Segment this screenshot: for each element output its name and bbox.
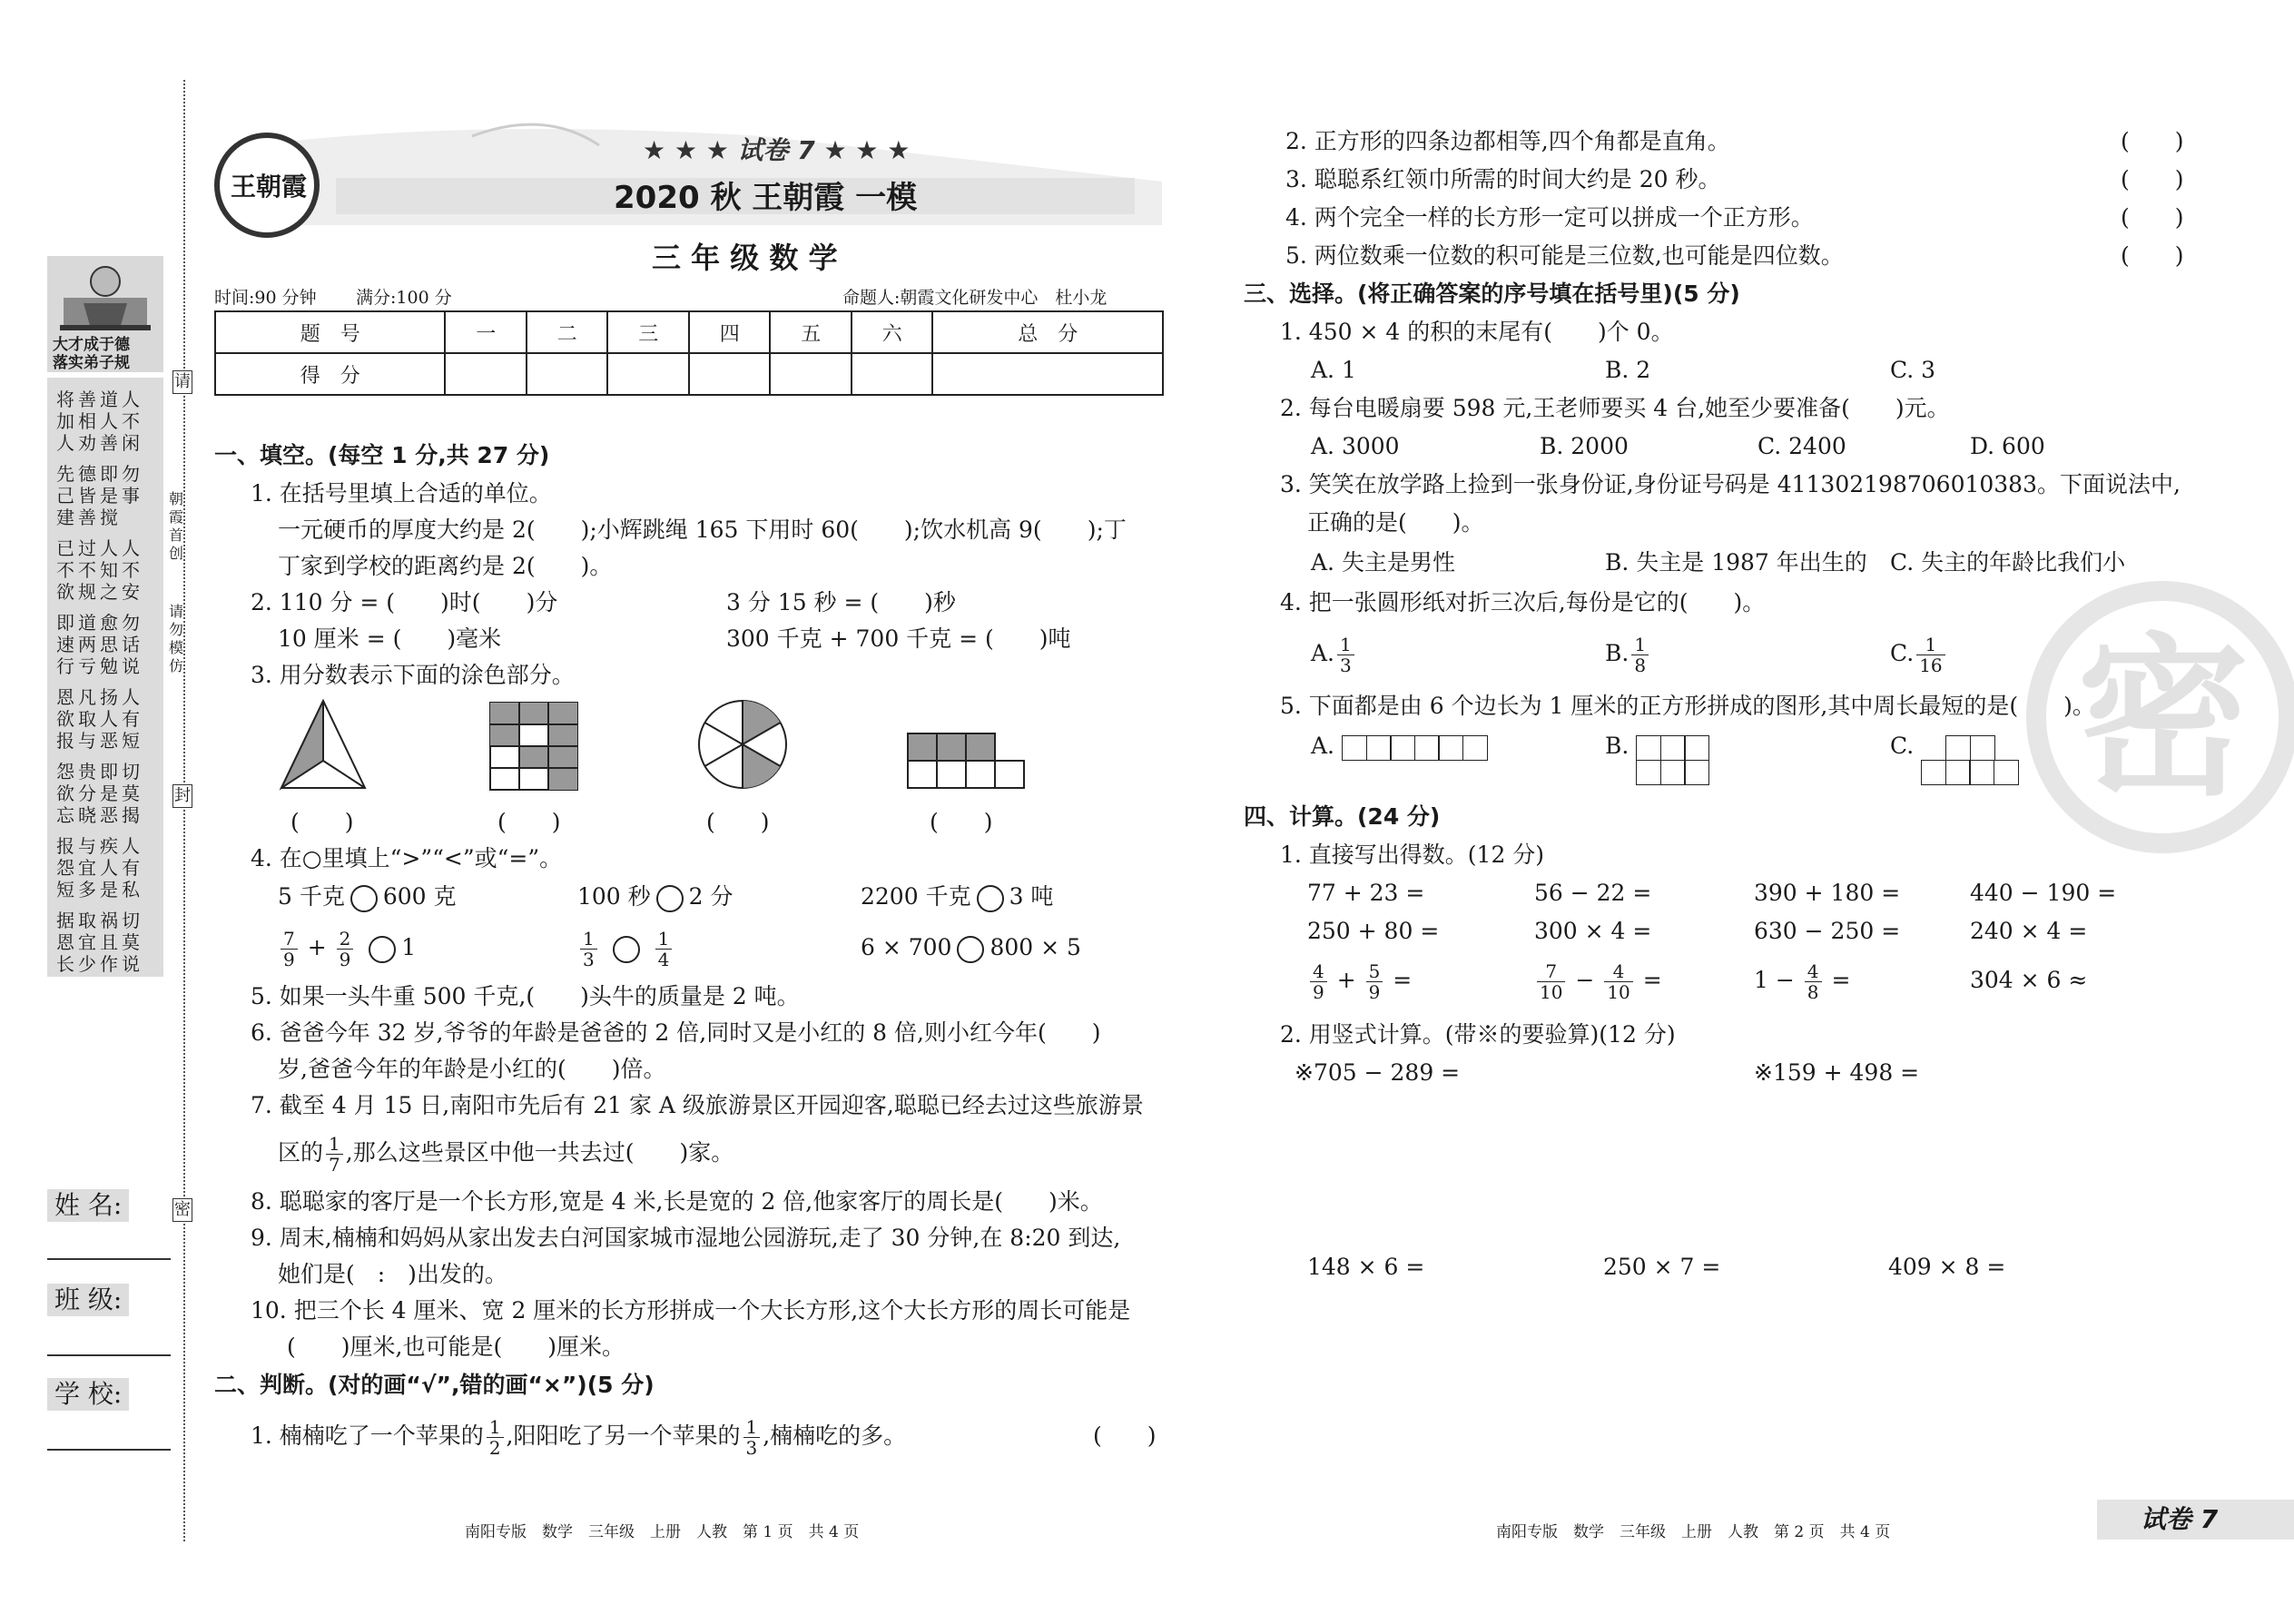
q3-answer-3[interactable]: ( ) [706, 809, 770, 835]
denominator: 9 [1313, 981, 1324, 1003]
shaded-bars-figure [906, 732, 1026, 790]
score-cell-1: 一 [445, 311, 527, 353]
numerator: 1 [1631, 635, 1649, 655]
score-cell-2: 二 [527, 311, 608, 353]
choice-1-a: A. 1 [1311, 357, 1356, 383]
choice-4-c [1890, 628, 1948, 679]
denominator: 9 [1368, 981, 1381, 1003]
choice-2-d: D. 600 [1970, 433, 2045, 459]
fraction [1604, 961, 1632, 1002]
choice-2: 2. 每台电暖扇要 598 元,王老师要买 4 台,她至少要准备( )元。 [1280, 395, 1950, 421]
shape-c-step [1921, 735, 2039, 785]
calc-r1-4: 440 − 190 = [1970, 880, 2117, 906]
q2-line-a: 2. 110 分 = ( )时( )分 [251, 589, 558, 615]
unit-square [1945, 760, 1971, 785]
q7-text-1: 区的 [278, 1139, 324, 1166]
scholar-figure-icon [47, 256, 163, 340]
score-table-score-row [215, 353, 1163, 395]
q2-line-d: 300 千克 + 700 千克 = ( )吨 [726, 625, 1071, 652]
calc-r3-3 [1754, 955, 1850, 1006]
denominator: 10 [1607, 981, 1630, 1003]
score-table-header-row [215, 311, 1163, 353]
shaded-triangle-figure [278, 697, 369, 792]
unit-square [1970, 735, 1995, 761]
side-mark-please: 请 [172, 370, 192, 394]
motto-line-1: 大才成于德 [53, 336, 130, 354]
corner-paper-label: 试卷 7 [2141, 1504, 2219, 1534]
calc-r3-4: 304 × 6 ≈ [1970, 967, 2088, 993]
score-cell-6: 六 [852, 311, 933, 353]
sidebar-motto-box [47, 256, 163, 372]
score-input-4[interactable] [689, 353, 771, 395]
judge-2: 2. 正方形的四条边都相等,四个角都是直角。 [1285, 128, 1730, 154]
compare-circle[interactable] [977, 885, 1004, 912]
fraction [1631, 635, 1649, 675]
option-label: A. [1311, 640, 1335, 666]
q4b-right: 2 分 [688, 883, 733, 910]
score-row-label: 得 分 [215, 353, 445, 395]
q4-row-1c [861, 882, 1053, 912]
score-input-5[interactable] [770, 353, 852, 395]
score-cell-3: 三 [607, 311, 689, 353]
fraction [743, 1417, 761, 1458]
section-1-title: 一、填空。(每空 1 分,共 27 分) [214, 442, 550, 468]
school-label: 学 校: [47, 1378, 129, 1411]
score-input-6[interactable] [852, 353, 933, 395]
poem-line-1: 将善道人加相人不人劝善闲 [56, 389, 143, 454]
denominator: 9 [339, 949, 351, 970]
logo-seal [214, 133, 320, 238]
poem-line-3: 已过人人不不知不欲规之安 [56, 537, 143, 603]
fraction [1366, 961, 1383, 1002]
score-input-2[interactable] [527, 353, 608, 395]
calc-r2-4: 240 × 4 = [1970, 918, 2088, 944]
q4-prompt: 4. 在○里填上“>”“<”或“=”。 [251, 845, 563, 871]
section-2-title: 二、判断。(对的画“√”,错的画“×”)(5 分) [214, 1372, 655, 1398]
subject-title: 三 年 级 数 学 [652, 241, 838, 275]
calc-r1-1: 77 + 23 = [1307, 880, 1425, 906]
q3-answer-4[interactable]: ( ) [930, 809, 993, 835]
choice-2-c: C. 2400 [1757, 433, 1846, 459]
q4d-right: 1 [401, 934, 417, 960]
operator: − [1575, 967, 1595, 993]
q9-line-b: 她们是( : )出发的。 [278, 1261, 507, 1287]
q4-row-2c [861, 933, 1081, 963]
j1-text-1: 1. 楠楠吃了一个苹果的 [251, 1422, 484, 1449]
q7-text-2: ,那么这些景区中他一共去过( )家。 [345, 1139, 734, 1166]
score-cell-5: 五 [770, 311, 852, 353]
fraction [580, 929, 597, 969]
calc-2-prompt: 2. 用竖式计算。(带※的要验算)(12 分) [1280, 1021, 1676, 1048]
q9-line-a: 9. 周末,楠楠和妈妈从家出发去白河国家城市湿地公园游玩,走了 30 分钟,在 8:20 到达, [251, 1225, 1121, 1251]
calc-r2-3: 630 − 250 = [1754, 918, 1901, 944]
denominator: 16 [1919, 655, 1943, 676]
author-line: 命题人:朝霞文化研发中心 杜小龙 [842, 288, 1108, 308]
unit-square [1414, 735, 1440, 761]
school-field[interactable] [47, 1449, 171, 1451]
choice-3-b: B. 失主是 1987 年出生的 [1605, 549, 1867, 576]
numerator: 1 [743, 1417, 761, 1438]
vertical-calc-3: 148 × 6 = [1307, 1254, 1425, 1280]
name-field[interactable] [47, 1258, 171, 1260]
shaded-circle-figure [695, 697, 790, 792]
unit-square [1462, 735, 1488, 761]
unit-square [1660, 760, 1686, 785]
numerator: 4 [1604, 961, 1632, 982]
calc-r1-3: 390 + 180 = [1754, 880, 1901, 906]
numerator: 1 [326, 1134, 343, 1155]
judge-1-answer[interactable]: ( ) [1093, 1422, 1157, 1449]
denominator: 9 [283, 949, 295, 970]
choice-3-line-a: 3. 笑笑在放学路上捡到一张身份证,身份证号码是 411302198706010383。下面说法中, [1280, 471, 2181, 497]
calc-r3-2 [1534, 955, 1662, 1006]
section-4-title: 四、计算。(24 分) [1244, 803, 1441, 830]
choice-4-b [1605, 628, 1651, 679]
choice-5: 5. 下面都是由 6 个边长为 1 厘米的正方形拼成的图形,其中周长最短的是( )。 [1280, 693, 2095, 719]
q3-prompt: 3. 用分数表示下面的涂色部分。 [251, 662, 575, 688]
choice-5-a-label: A. [1311, 733, 1335, 759]
choice-5-c-label: C. [1890, 733, 1915, 759]
judge-5: 5. 两位数乘一位数的积可能是三位数,也可能是四位数。 [1285, 242, 1844, 269]
fraction [1310, 961, 1327, 1002]
denominator: 8 [1634, 655, 1647, 676]
unit-square [1945, 735, 1971, 761]
compare-circle[interactable] [656, 885, 684, 912]
fraction [281, 929, 298, 969]
q4f-left: 6 × 700 [861, 934, 952, 960]
unit-square [1438, 735, 1463, 761]
q6-line-a: 6. 爸爸今年 32 岁,爷爷的年龄是爸爸的 2 倍,同时又是小红的 8 倍,则小红今年( ) [251, 1019, 1101, 1046]
class-label: 班 级: [47, 1284, 129, 1316]
judge-3: 3. 聪聪系红领巾所需的时间大约是 20 秒。 [1285, 166, 1721, 192]
fraction [1537, 961, 1565, 1002]
numerator: 7 [1537, 961, 1565, 982]
choice-2-b: B. 2000 [1540, 433, 1629, 459]
calc-r1-2: 56 − 22 = [1534, 880, 1652, 906]
q10-line-a: 10. 把三个长 4 厘米、宽 2 厘米的长方形拼成一个大长方形,这个大长方形的周长可能是 [251, 1297, 1131, 1324]
fraction [1337, 635, 1354, 675]
poem-line-6: 怨贵即切欲分是莫忘晓恶揭 [56, 761, 143, 826]
binding-dotted-line [183, 80, 185, 1541]
q4a-right: 600 克 [382, 883, 457, 910]
poem-line-7: 报与疾人怨宜人有短多是私 [56, 835, 143, 901]
vertical-calc-2: ※159 + 498 = [1754, 1059, 1920, 1086]
side-mark-secret: 密 [172, 1198, 192, 1222]
equals: = [1393, 967, 1413, 993]
poem-line-2: 先德即勿己皆是事建善搅 [56, 463, 143, 528]
calc-r2-2: 300 × 4 = [1534, 918, 1652, 944]
choice-3-a: A. 失主是男性 [1311, 549, 1455, 576]
choice-3-c: C. 失主的年龄比我们小 [1890, 549, 2126, 576]
denominator: 3 [583, 949, 595, 970]
score-table [214, 310, 1164, 396]
vertical-calc-5: 409 × 8 = [1888, 1254, 2006, 1280]
judge-4: 4. 两个完全一样的长方形一定可以拼成一个正方形。 [1285, 204, 1814, 231]
shaded-grid-figure [488, 701, 579, 792]
q4c-right: 3 吨 [1009, 883, 1054, 910]
choice-4-a [1311, 628, 1357, 679]
compare-circle[interactable] [369, 936, 396, 963]
time-limit: 时间:90 分钟 [214, 288, 317, 308]
denominator: 2 [488, 1437, 501, 1459]
q4a-left: 5 千克 [278, 883, 345, 910]
unit-square [1366, 735, 1392, 761]
unit-square [1684, 760, 1709, 785]
q4c-left: 2200 千克 [861, 883, 971, 910]
name-label: 姓 名: [47, 1189, 129, 1222]
j1-text-2: ,阳阳吃了另一个苹果的 [506, 1422, 741, 1449]
judge-4-answer[interactable]: ( ) [2121, 204, 2184, 231]
side-mark-nocopy: 请勿模仿 [169, 603, 184, 674]
judge-1 [251, 1411, 906, 1462]
unit-square [1921, 760, 1946, 785]
poem-line-8: 据取祸切恩宜且莫长少作说 [56, 910, 143, 975]
numerator: 5 [1366, 961, 1383, 982]
numerator: 4 [1310, 961, 1327, 982]
choice-5-b-label: B. [1605, 733, 1629, 759]
q7-line-a: 7. 截至 4 月 15 日,南阳市先后有 21 家 A 级旅游景区开园迎客,聪聪已经去过这些旅游景 [251, 1092, 1144, 1118]
full-score: 满分:100 分 [356, 288, 452, 308]
denominator: 3 [745, 1437, 758, 1459]
right-footer: 南阳专版 数学 三年级 上册 人教 第 2 页 共 4 页 [1496, 1523, 1891, 1541]
q6-line-b: 岁,爸爸今年的年龄是小红的( )倍。 [278, 1056, 666, 1082]
calc-r3-1 [1307, 955, 1412, 1006]
denominator: 3 [1340, 655, 1352, 676]
poem-line-5: 恩凡扬人欲取人有报与恶短 [56, 686, 143, 752]
denominator: 8 [1807, 981, 1819, 1003]
option-label: C. [1890, 640, 1915, 666]
poem-line-4: 即道愈勿速两思话行亏勉说 [56, 612, 143, 677]
series-title: ★ ★ ★ 试卷 7 ★ ★ ★ [643, 135, 911, 165]
numerator: 1 [1916, 635, 1944, 655]
denominator: 7 [329, 1154, 340, 1176]
compare-circle[interactable] [613, 936, 640, 963]
unit-square [1969, 760, 1994, 785]
calc-1-prompt: 1. 直接写出得数。(12 分) [1280, 842, 1545, 868]
side-mark-original: 朝霞首创 [169, 490, 184, 562]
q4-row-1a [278, 882, 457, 912]
q1-line-a: 一元硬币的厚度大约是 2( );小辉跳绳 165 下用时 60( );饮水机高 9( );丁 [278, 517, 1127, 543]
unit-square [1994, 760, 2019, 785]
q4f-right: 800 × 5 [989, 934, 1081, 960]
vertical-calc-4: 250 × 7 = [1603, 1254, 1721, 1280]
judge-2-answer[interactable]: ( ) [2121, 128, 2184, 154]
q8: 8. 聪聪家的客厅是一个长方形,宽是 4 米,长是宽的 2 倍,他家客厅的周长是( )米。 [251, 1188, 1103, 1215]
q5: 5. 如果一头牛重 500 千克,( )头牛的质量是 2 吨。 [251, 983, 800, 1009]
q7-line-b [278, 1127, 733, 1178]
choice-1-b: B. 2 [1605, 357, 1651, 383]
choice-4: 4. 把一张圆形纸对折三次后,每份是它的( )。 [1280, 589, 1766, 615]
watermark-char: 密 [2077, 618, 2250, 819]
exam-title: 2020 秋 王朝霞 一模 [614, 180, 918, 216]
fraction [337, 929, 354, 969]
numerator: 7 [281, 929, 298, 950]
numerator: 4 [1805, 961, 1822, 982]
unit-square [1636, 760, 1661, 785]
numerator: 1 [655, 929, 673, 950]
operand: 1 − [1754, 967, 1795, 993]
judge-5-answer[interactable]: ( ) [2121, 242, 2184, 269]
unit-square [1660, 735, 1686, 761]
compare-circle[interactable] [957, 936, 984, 963]
score-input-total[interactable] [932, 353, 1163, 395]
fraction [326, 1134, 343, 1175]
choice-3-line-b: 正确的是( )。 [1307, 509, 1484, 536]
shape-b-two-by-three [1636, 735, 1718, 785]
calc-r2-1: 250 + 80 = [1307, 918, 1440, 944]
section-3-title: 三、选择。(将正确答案的序号填在括号里)(5 分) [1244, 281, 1740, 307]
score-cell-label: 题 号 [215, 311, 445, 353]
q1-line-b: 丁家到学校的距离约是 2( )。 [278, 553, 613, 579]
vertical-calc-1: ※705 − 289 = [1295, 1059, 1461, 1086]
option-label: B. [1605, 640, 1629, 666]
q3-answer-1[interactable]: ( ) [290, 809, 354, 835]
denominator: 4 [657, 949, 670, 970]
score-cell-total: 总 分 [932, 311, 1163, 353]
shape-a-six-row [1342, 735, 1486, 761]
numerator: 2 [337, 929, 354, 950]
motto-line-2: 落实弟子规 [53, 354, 130, 372]
unit-square [1390, 735, 1415, 761]
numerator: 1 [487, 1417, 504, 1438]
q1-prompt: 1. 在括号里填上合适的单位。 [251, 480, 552, 507]
numerator: 1 [1337, 635, 1354, 655]
unit-square [1342, 735, 1367, 761]
denominator: 10 [1540, 981, 1563, 1003]
equals: = [1642, 967, 1662, 993]
score-input-3[interactable] [607, 353, 689, 395]
choice-2-a: A. 3000 [1311, 433, 1400, 459]
compare-circle[interactable] [350, 885, 378, 912]
score-cell-4: 四 [689, 311, 771, 353]
side-mark-seal: 封 [172, 784, 192, 808]
choice-1: 1. 450 × 4 的积的末尾有( )个 0。 [1280, 319, 1674, 345]
numerator: 1 [580, 929, 597, 950]
operator: + [1336, 967, 1356, 993]
j1-text-3: ,楠楠吃的多。 [763, 1422, 907, 1449]
logo-text: 王朝霞 [231, 172, 308, 202]
plus-sign: + [307, 934, 327, 960]
score-input-1[interactable] [445, 353, 527, 395]
fraction [487, 1417, 504, 1458]
q2-line-c: 10 厘米 = ( )毫米 [278, 625, 502, 652]
unit-square [1684, 735, 1709, 761]
q4-row-2a [278, 922, 416, 973]
q4b-left: 100 秒 [577, 883, 651, 910]
q4-row-2b [577, 922, 674, 973]
choice-1-c: C. 3 [1890, 357, 1936, 383]
fraction [1805, 961, 1822, 1002]
unit-square [1636, 735, 1661, 761]
q4-row-1b [577, 882, 733, 912]
class-field[interactable] [47, 1354, 171, 1356]
judge-3-answer[interactable]: ( ) [2121, 166, 2184, 192]
left-footer: 南阳专版 数学 三年级 上册 人教 第 1 页 共 4 页 [465, 1523, 860, 1541]
fraction [1916, 635, 1944, 675]
fraction [655, 929, 673, 969]
q3-answer-2[interactable]: ( ) [497, 809, 561, 835]
watermark-stamp [2026, 581, 2294, 853]
q10-line-b: ( )厘米,也可能是( )厘米。 [287, 1334, 625, 1360]
q2-line-b: 3 分 15 秒 = ( )秒 [726, 589, 956, 615]
equals: = [1831, 967, 1851, 993]
